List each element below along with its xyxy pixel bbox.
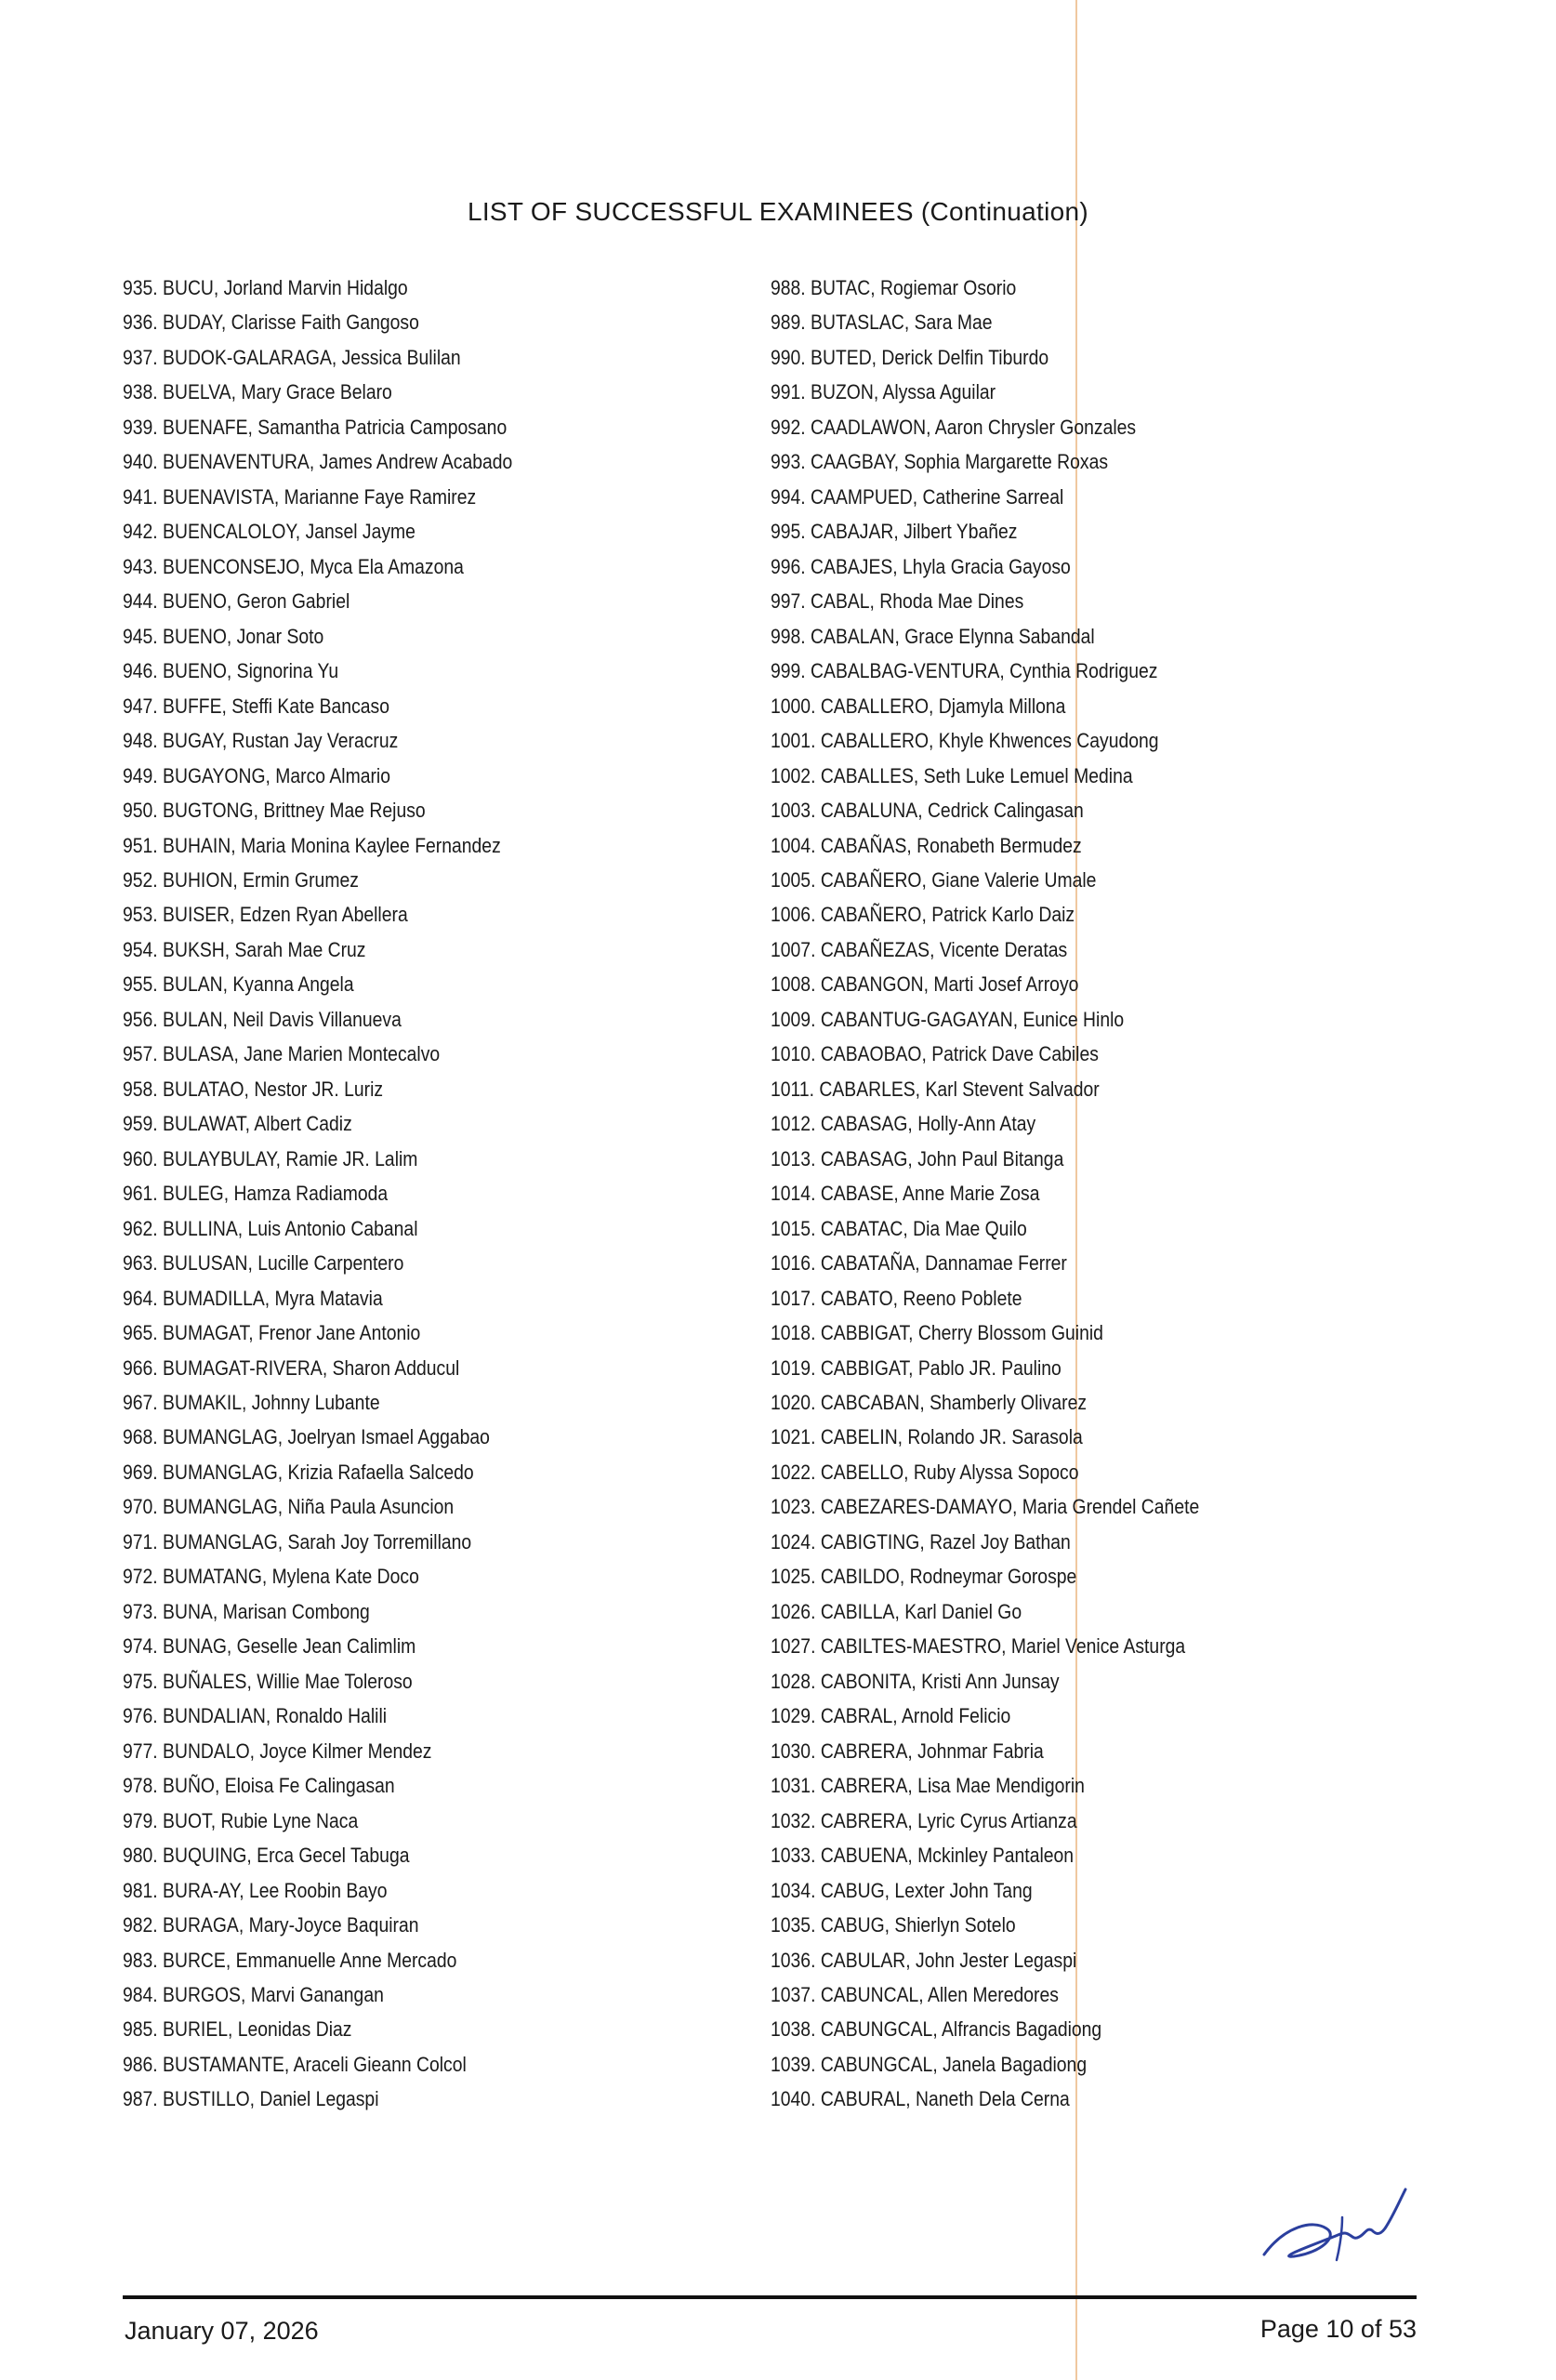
examinee-entry: 1022. CABELLO, Ruby Alyssa Sopoco bbox=[771, 1460, 1079, 1484]
examinee-entry: 949. BUGAYONG, Marco Almario bbox=[123, 763, 390, 787]
examinee-entry: 986. BUSTAMANTE, Araceli Gieann Colcol bbox=[123, 2052, 467, 2076]
examinee-entry: 1006. CABAÑERO, Patrick Karlo Daiz bbox=[771, 903, 1075, 927]
examinee-entry: 967. BUMAKIL, Johnny Lubante bbox=[123, 1391, 380, 1414]
examinee-entry: 987. BUSTILLO, Daniel Legaspi bbox=[123, 2087, 379, 2111]
examinee-entry: 981. BURA-AY, Lee Roobin Bayo bbox=[123, 1878, 388, 1902]
examinee-entry: 1004. CABAÑAS, Ronabeth Bermudez bbox=[771, 833, 1082, 857]
examinee-entry: 937. BUDOK-GALARAGA, Jessica Bulilan bbox=[123, 345, 461, 369]
examinee-entry: 1017. CABATO, Reeno Poblete bbox=[771, 1286, 1022, 1310]
examinee-entry: 950. BUGTONG, Brittney Mae Rejuso bbox=[123, 799, 426, 823]
examinee-entry: 942. BUENCALOLOY, Jansel Jayme bbox=[123, 520, 415, 544]
examinee-entry: 940. BUENAVENTURA, James Andrew Acabado bbox=[123, 450, 513, 474]
examinee-entry: 1032. CABRERA, Lyric Cyrus Artianza bbox=[771, 1808, 1077, 1832]
examinee-entry: 1030. CABRERA, Johnmar Fabria bbox=[771, 1739, 1044, 1763]
examinee-entry: 948. BUGAY, Rustan Jay Veracruz bbox=[123, 729, 399, 753]
examinee-entry: 1008. CABANGON, Marti Josef Arroyo bbox=[771, 972, 1079, 997]
examinee-entry: 957. BULASA, Jane Marien Montecalvo bbox=[123, 1042, 441, 1066]
examinee-entry: 1024. CABIGTING, Razel Joy Bathan bbox=[771, 1529, 1071, 1554]
examinee-entry: 1026. CABILLA, Karl Daniel Go bbox=[771, 1599, 1022, 1623]
examinee-entry: 1034. CABUG, Lexter John Tang bbox=[771, 1878, 1033, 1902]
examinee-entry: 1011. CABARLES, Karl Stevent Salvador bbox=[771, 1077, 1100, 1101]
examinee-entry: 1025. CABILDO, Rodneymar Gorospe bbox=[771, 1565, 1077, 1589]
examinee-entry: 999. CABALBAG-VENTURA, Cynthia Rodriguez bbox=[771, 659, 1158, 683]
examinee-entry: 1027. CABILTES-MAESTRO, Mariel Venice Asturga bbox=[771, 1634, 1186, 1659]
examinee-entry: 935. BUCU, Jorland Marvin Hidalgo bbox=[123, 276, 408, 299]
examinee-entry: 952. BUHION, Ermin Grumez bbox=[123, 867, 359, 892]
examinee-entry: 1029. CABRAL, Arnold Felicio bbox=[771, 1704, 1011, 1728]
examinee-entry: 1040. CABURAL, Naneth Dela Cerna bbox=[771, 2087, 1070, 2111]
examinee-entry: 971. BUMANGLAG, Sarah Joy Torremillano bbox=[123, 1529, 472, 1554]
examinee-entry: 976. BUNDALIAN, Ronaldo Halili bbox=[123, 1704, 388, 1728]
examinee-entry: 1013. CABASAG, John Paul Bitanga bbox=[771, 1146, 1064, 1170]
examinee-entry: 989. BUTASLAC, Sara Mae bbox=[771, 311, 993, 335]
examinee-entry: 958. BULATAO, Nestor JR. Luriz bbox=[123, 1077, 384, 1101]
examinee-entry: 936. BUDAY, Clarisse Faith Gangoso bbox=[123, 311, 419, 335]
examinee-entry: 994. CAAMPUED, Catherine Sarreal bbox=[771, 484, 1064, 509]
examinee-entry: 939. BUENAFE, Samantha Patricia Camposano bbox=[123, 415, 508, 439]
examinee-entry: 1018. CABBIGAT, Cherry Blossom Guinid bbox=[771, 1321, 1103, 1345]
examinee-entry: 1010. CABAOBAO, Patrick Dave Cabiles bbox=[771, 1042, 1099, 1066]
examinee-entry: 1000. CABALLERO, Djamyla Millona bbox=[771, 694, 1066, 718]
examinee-entry: 983. BURCE, Emmanuelle Anne Mercado bbox=[123, 1948, 457, 1972]
examinee-entry: 1031. CABRERA, Lisa Mae Mendigorin bbox=[771, 1774, 1085, 1798]
examinee-entry: 998. CABALAN, Grace Elynna Sabandal bbox=[771, 624, 1095, 648]
signature-icon bbox=[1257, 2162, 1424, 2273]
examinee-entry: 945. BUENO, Jonar Soto bbox=[123, 624, 324, 648]
examinee-entry: 978. BUÑO, Eloisa Fe Calingasan bbox=[123, 1774, 395, 1798]
examinee-entry: 965. BUMAGAT, Frenor Jane Antonio bbox=[123, 1321, 421, 1345]
examinee-entry: 959. BULAWAT, Albert Cadiz bbox=[123, 1112, 352, 1136]
examinee-entry: 1016. CABATAÑA, Dannamae Ferrer bbox=[771, 1251, 1067, 1276]
page-title: LIST OF SUCCESSFUL EXAMINEES (Continuation) bbox=[467, 197, 1088, 226]
examinee-entry: 1003. CABALUNA, Cedrick Calingasan bbox=[771, 799, 1084, 823]
examinee-entry: 992. CAADLAWON, Aaron Chrysler Gonzales bbox=[771, 415, 1137, 439]
examinee-entry: 1037. CABUNCAL, Allen Meredores bbox=[771, 1982, 1059, 2006]
examinee-entry: 972. BUMATANG, Mylena Kate Doco bbox=[123, 1565, 419, 1589]
examinee-entry: 1009. CABANTUG-GAGAYAN, Eunice Hinlo bbox=[771, 1007, 1125, 1031]
examinee-entry: 962. BULLINA, Luis Antonio Cabanal bbox=[123, 1216, 418, 1240]
examinee-entry: 961. BULEG, Hamza Radiamoda bbox=[123, 1182, 389, 1206]
examinee-entry: 1023. CABEZARES-DAMAYO, Maria Grendel Cañete bbox=[771, 1495, 1200, 1519]
examinee-entry: 975. BUÑALES, Willie Mae Toleroso bbox=[123, 1669, 413, 1693]
examinee-entry: 960. BULAYBULAY, Ramie JR. Lalim bbox=[123, 1146, 418, 1170]
examinee-entry: 953. BUISER, Edzen Ryan Abellera bbox=[123, 903, 408, 927]
examinee-entry: 1038. CABUNGCAL, Alfrancis Bagadiong bbox=[771, 2017, 1102, 2042]
examinee-list-right bbox=[771, 271, 1199, 2117]
examinee-entry: 964. BUMADILLA, Myra Matavia bbox=[123, 1286, 383, 1310]
examinee-entry: 996. CABAJES, Lhyla Gracia Gayoso bbox=[771, 554, 1071, 578]
examinee-entry: 1035. CABUG, Shierlyn Sotelo bbox=[771, 1913, 1016, 1937]
examinee-list-left bbox=[123, 271, 512, 2117]
footer-page-number: Page 10 of 53 bbox=[1259, 2315, 1417, 2343]
examinee-entry: 1021. CABELIN, Rolando JR. Sarasola bbox=[771, 1425, 1083, 1449]
examinee-entry: 954. BUKSH, Sarah Mae Cruz bbox=[123, 937, 366, 961]
examinee-entry: 995. CABAJAR, Jilbert Ybañez bbox=[771, 520, 1018, 544]
examinee-entry: 1012. CABASAG, Holly-Ann Atay bbox=[771, 1112, 1036, 1136]
examinee-entry: 941. BUENAVISTA, Marianne Faye Ramirez bbox=[123, 484, 477, 509]
examinee-entry: 947. BUFFE, Steffi Kate Bancaso bbox=[123, 694, 389, 718]
examinee-entry: 1001. CABALLERO, Khyle Khwences Cayudong bbox=[771, 729, 1159, 753]
examinee-entry: 991. BUZON, Alyssa Aguilar bbox=[771, 380, 996, 404]
examinee-entry: 946. BUENO, Signorina Yu bbox=[123, 659, 339, 683]
examinee-entry: 980. BUQUING, Erca Gecel Tabuga bbox=[123, 1844, 410, 1868]
examinee-entry: 1039. CABUNGCAL, Janela Bagadiong bbox=[771, 2052, 1088, 2076]
examinee-entry: 951. BUHAIN, Maria Monina Kaylee Fernandez bbox=[123, 833, 501, 857]
examinee-entry: 1015. CABATAC, Dia Mae Quilo bbox=[771, 1216, 1027, 1240]
examinee-entry: 969. BUMANGLAG, Krizia Rafaella Salcedo bbox=[123, 1460, 474, 1484]
examinee-entry: 997. CABAL, Rhoda Mae Dines bbox=[771, 589, 1024, 614]
examinee-entry: 943. BUENCONSEJO, Myca Ela Amazona bbox=[123, 554, 464, 578]
examinee-entry: 984. BURGOS, Marvi Ganangan bbox=[123, 1982, 384, 2006]
examinee-entry: 993. CAAGBAY, Sophia Margarette Roxas bbox=[771, 450, 1109, 474]
examinee-entry: 1002. CABALLES, Seth Luke Lemuel Medina bbox=[771, 763, 1133, 787]
examinee-entry: 990. BUTED, Derick Delfin Tiburdo bbox=[771, 345, 1049, 369]
examinee-entry: 977. BUNDALO, Joyce Kilmer Mendez bbox=[123, 1739, 432, 1763]
examinee-entry: 1019. CABBIGAT, Pablo JR. Paulino bbox=[771, 1355, 1062, 1380]
examinee-entry: 1014. CABASE, Anne Marie Zosa bbox=[771, 1182, 1040, 1206]
examinee-entry: 985. BURIEL, Leonidas Diaz bbox=[123, 2017, 352, 2042]
examinee-entry: 973. BUNA, Marisan Combong bbox=[123, 1599, 370, 1623]
examinee-entry: 1005. CABAÑERO, Giane Valerie Umale bbox=[771, 867, 1097, 892]
examinee-entry: 938. BUELVA, Mary Grace Belaro bbox=[123, 380, 392, 404]
footer-date: January 07, 2026 bbox=[125, 2317, 319, 2345]
examinee-entry: 1036. CABULAR, John Jester Legaspi bbox=[771, 1948, 1077, 1972]
examinee-entry: 944. BUENO, Geron Gabriel bbox=[123, 589, 350, 614]
examinee-entry: 982. BURAGA, Mary-Joyce Baquiran bbox=[123, 1913, 419, 1937]
examinee-entry: 966. BUMAGAT-RIVERA, Sharon Adducul bbox=[123, 1355, 460, 1380]
examinee-entry: 1007. CABAÑEZAS, Vicente Deratas bbox=[771, 937, 1068, 961]
examinee-entry: 968. BUMANGLAG, Joelryan Ismael Aggabao bbox=[123, 1425, 490, 1449]
examinee-entry: 974. BUNAG, Geselle Jean Calimlim bbox=[123, 1634, 416, 1659]
examinee-entry: 970. BUMANGLAG, Niña Paula Asuncion bbox=[123, 1495, 455, 1519]
examinee-entry: 963. BULUSAN, Lucille Carpentero bbox=[123, 1251, 404, 1276]
examinee-entry: 979. BUOT, Rubie Lyne Naca bbox=[123, 1808, 359, 1832]
examinee-entry: 1028. CABONITA, Kristi Ann Junsay bbox=[771, 1669, 1060, 1693]
examinee-entry: 956. BULAN, Neil Davis Villanueva bbox=[123, 1007, 402, 1031]
examinee-entry: 1033. CABUENA, Mckinley Pantaleon bbox=[771, 1844, 1075, 1868]
footer-divider bbox=[123, 2295, 1417, 2299]
examinee-entry: 1020. CABCABAN, Shamberly Olivarez bbox=[771, 1391, 1088, 1414]
examinee-entry: 955. BULAN, Kyanna Angela bbox=[123, 972, 354, 997]
examinee-entry: 988. BUTAC, Rogiemar Osorio bbox=[771, 276, 1017, 299]
